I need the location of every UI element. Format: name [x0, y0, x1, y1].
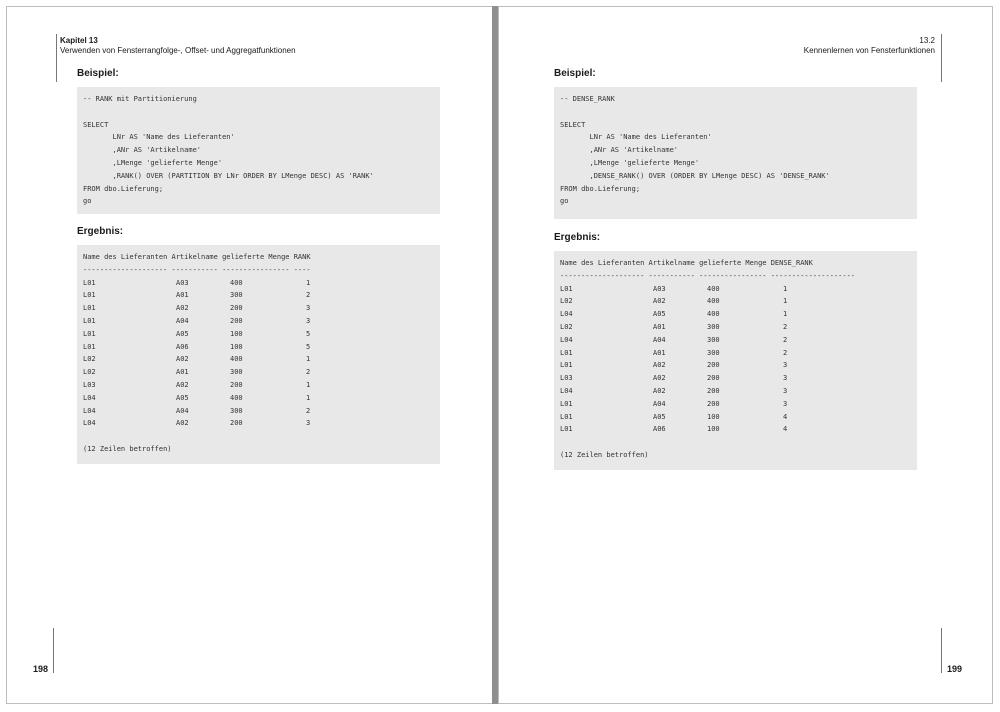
result-rule-row: -------------------- ----------- ---------------- -------------------- — [560, 271, 856, 280]
article-cell: A02 — [176, 304, 189, 313]
article-cell: A01 — [176, 291, 189, 300]
rank-cell: 2 — [306, 291, 311, 300]
article-cell: A01 — [176, 368, 189, 377]
rank-cell: 3 — [783, 361, 788, 370]
code-line: ,DENSE_RANK() OVER (ORDER BY LMenge DESC) AS 'DENSE_RANK' — [560, 171, 830, 180]
article-cell: A02 — [653, 386, 666, 395]
supplier-cell: L02 — [560, 322, 573, 331]
table-row — [83, 341, 434, 354]
article-cell: A02 — [176, 355, 189, 364]
result-header-row: Name des Lieferanten Artikelname gelieferte Menge RANK — [83, 253, 311, 261]
rank-cell: 5 — [306, 342, 311, 351]
table-row — [560, 411, 911, 424]
article-cell: A05 — [653, 310, 666, 319]
supplier-cell: L04 — [83, 393, 96, 402]
running-header-right — [804, 36, 935, 56]
table-row — [83, 315, 434, 328]
chapter-title: Verwenden von Fensterrangfolge-, Offset- und Aggregatfunktionen — [60, 46, 296, 55]
example-heading-left: Beispiel: — [77, 68, 119, 79]
quantity-cell: 100 — [707, 412, 720, 421]
result-block-right — [554, 251, 917, 470]
code-line: ,LMenge 'gelieferte Menge' — [83, 158, 223, 167]
quantity-cell: 300 — [230, 406, 243, 415]
table-row — [560, 321, 911, 334]
footer-rule-left — [53, 628, 54, 673]
rank-cell: 1 — [306, 393, 311, 402]
article-cell: A05 — [176, 329, 189, 338]
table-row — [560, 423, 911, 436]
supplier-cell: L01 — [560, 425, 573, 434]
page-number-right: 199 — [947, 664, 963, 674]
quantity-cell: 200 — [230, 316, 243, 325]
article-cell: A05 — [653, 412, 666, 421]
supplier-cell: L01 — [560, 348, 573, 357]
code-line: ,ANr AS 'Artikelname' — [560, 146, 679, 155]
supplier-cell: L02 — [560, 297, 573, 306]
table-row — [560, 308, 911, 321]
quantity-cell: 300 — [707, 322, 720, 331]
table-row — [560, 359, 911, 372]
rank-cell: 3 — [783, 374, 788, 383]
table-row — [83, 405, 434, 418]
rank-cell: 3 — [783, 386, 788, 395]
code-line: ,RANK() OVER (PARTITION BY LNr ORDER BY LMenge DESC) AS 'RANK' — [83, 171, 374, 180]
result-footer: (12 Zeilen betroffen) — [560, 450, 649, 459]
supplier-cell: L01 — [83, 316, 96, 325]
quantity-cell: 200 — [707, 374, 720, 383]
rank-cell: 1 — [306, 278, 311, 287]
rank-cell: 3 — [306, 316, 311, 325]
rank-cell: 2 — [783, 322, 788, 331]
article-cell: A05 — [176, 393, 189, 402]
rank-cell: 5 — [306, 329, 311, 338]
code-line: -- DENSE_RANK — [560, 95, 615, 103]
quantity-cell: 400 — [707, 297, 720, 306]
section-number: 13.2 — [919, 36, 935, 45]
table-row — [83, 392, 434, 405]
code-line: LNr AS 'Name des Lieferanten' — [83, 133, 235, 142]
article-cell: A06 — [176, 342, 189, 351]
table-row — [83, 379, 434, 392]
supplier-cell: L04 — [560, 386, 573, 395]
quantity-cell: 100 — [230, 342, 243, 351]
blank-row — [560, 436, 911, 449]
blank-row — [83, 430, 434, 443]
rank-cell: 3 — [306, 419, 311, 428]
article-cell: A03 — [653, 284, 666, 293]
quantity-cell: 400 — [707, 284, 720, 293]
article-cell: A06 — [653, 425, 666, 434]
table-row — [560, 283, 911, 296]
quantity-cell: 400 — [707, 310, 720, 319]
result-block-left — [77, 245, 440, 464]
supplier-cell: L01 — [83, 329, 96, 338]
running-header-left — [60, 36, 296, 56]
article-cell: A02 — [176, 380, 189, 389]
quantity-cell: 200 — [707, 386, 720, 395]
table-row — [83, 277, 434, 290]
article-cell: A02 — [653, 297, 666, 306]
supplier-cell: L04 — [560, 310, 573, 319]
code-line: ,LMenge 'gelieferte Menge' — [560, 158, 700, 167]
result-rule-row: -------------------- ----------- ---------------- ---- — [83, 265, 311, 274]
rank-cell: 1 — [306, 355, 311, 364]
table-row — [560, 372, 911, 385]
article-cell: A01 — [653, 348, 666, 357]
supplier-cell: L03 — [83, 380, 96, 389]
supplier-cell: L01 — [83, 278, 96, 287]
quantity-cell: 200 — [707, 399, 720, 408]
article-cell: A04 — [176, 316, 189, 325]
quantity-cell: 200 — [230, 304, 243, 313]
table-row — [83, 417, 434, 430]
supplier-cell: L01 — [560, 361, 573, 370]
quantity-cell: 200 — [230, 380, 243, 389]
code-line: LNr AS 'Name des Lieferanten' — [560, 133, 712, 142]
section-title: Kennenlernen von Fensterfunktionen — [803, 46, 935, 55]
quantity-cell: 100 — [230, 329, 243, 338]
supplier-cell: L01 — [560, 284, 573, 293]
table-row — [560, 347, 911, 360]
code-line: -- RANK mit Partitionierung — [83, 95, 197, 103]
header-rule-left — [56, 34, 57, 82]
code-line: SELECT — [560, 120, 586, 129]
quantity-cell: 400 — [230, 393, 243, 402]
chapter-label: Kapitel 13 — [60, 36, 98, 45]
code-line: ,ANr AS 'Artikelname' — [83, 146, 202, 155]
supplier-cell: L04 — [83, 419, 96, 428]
rank-cell: 2 — [783, 335, 788, 344]
rank-cell: 3 — [783, 399, 788, 408]
quantity-cell: 100 — [707, 425, 720, 434]
result-footer: (12 Zeilen betroffen) — [83, 444, 172, 453]
result-header-row: Name des Lieferanten Artikelname gelieferte Menge DENSE_RANK — [560, 259, 813, 267]
code-line — [560, 106, 911, 119]
table-row — [83, 366, 434, 379]
rank-cell: 1 — [783, 297, 788, 306]
table-row — [560, 295, 911, 308]
table-row — [560, 398, 911, 411]
result-heading-left: Ergebnis: — [77, 226, 124, 237]
rank-cell: 2 — [306, 368, 311, 377]
rank-cell: 1 — [783, 284, 788, 293]
supplier-cell: L04 — [83, 406, 96, 415]
table-row — [83, 353, 434, 366]
article-cell: A02 — [176, 419, 189, 428]
supplier-cell: L01 — [83, 304, 96, 313]
table-row — [560, 385, 911, 398]
rank-cell: 2 — [306, 406, 311, 415]
code-line — [83, 106, 434, 119]
quantity-cell: 400 — [230, 355, 243, 364]
article-cell: A04 — [653, 335, 666, 344]
supplier-cell: L01 — [83, 342, 96, 351]
code-line: go — [83, 197, 92, 206]
supplier-cell: L04 — [560, 335, 573, 344]
supplier-cell: L02 — [83, 355, 96, 364]
table-row — [83, 302, 434, 315]
header-rule-right — [941, 34, 942, 82]
article-cell: A04 — [176, 406, 189, 415]
quantity-cell: 200 — [230, 419, 243, 428]
quantity-cell: 300 — [230, 291, 243, 300]
example-heading-right: Beispiel: — [554, 68, 596, 79]
rank-cell: 4 — [783, 425, 788, 434]
article-cell: A04 — [653, 399, 666, 408]
article-cell: A01 — [653, 322, 666, 331]
code-line: FROM dbo.Lieferung; — [83, 184, 164, 193]
rank-cell: 2 — [783, 348, 788, 357]
supplier-cell: L01 — [83, 291, 96, 300]
supplier-cell: L01 — [560, 399, 573, 408]
rank-cell: 4 — [783, 412, 788, 421]
supplier-cell: L03 — [560, 374, 573, 383]
code-line: SELECT — [83, 120, 109, 129]
code-line: FROM dbo.Lieferung; — [560, 184, 641, 193]
code-block-left — [77, 87, 440, 214]
code-line: go — [560, 197, 569, 206]
table-row — [83, 289, 434, 302]
quantity-cell: 300 — [707, 335, 720, 344]
footer-rule-right — [941, 628, 942, 673]
result-heading-right: Ergebnis: — [554, 232, 601, 243]
rank-cell: 1 — [306, 380, 311, 389]
article-cell: A02 — [653, 374, 666, 383]
article-cell: A02 — [653, 361, 666, 370]
rank-cell: 3 — [306, 304, 311, 313]
article-cell: A03 — [176, 278, 189, 287]
code-block-right — [554, 87, 917, 219]
supplier-cell: L01 — [560, 412, 573, 421]
page-number-left: 198 — [33, 664, 49, 674]
quantity-cell: 400 — [230, 278, 243, 287]
quantity-cell: 300 — [707, 348, 720, 357]
rank-cell: 1 — [783, 310, 788, 319]
quantity-cell: 300 — [230, 368, 243, 377]
table-row — [560, 334, 911, 347]
quantity-cell: 200 — [707, 361, 720, 370]
supplier-cell: L02 — [83, 368, 96, 377]
table-row — [83, 328, 434, 341]
